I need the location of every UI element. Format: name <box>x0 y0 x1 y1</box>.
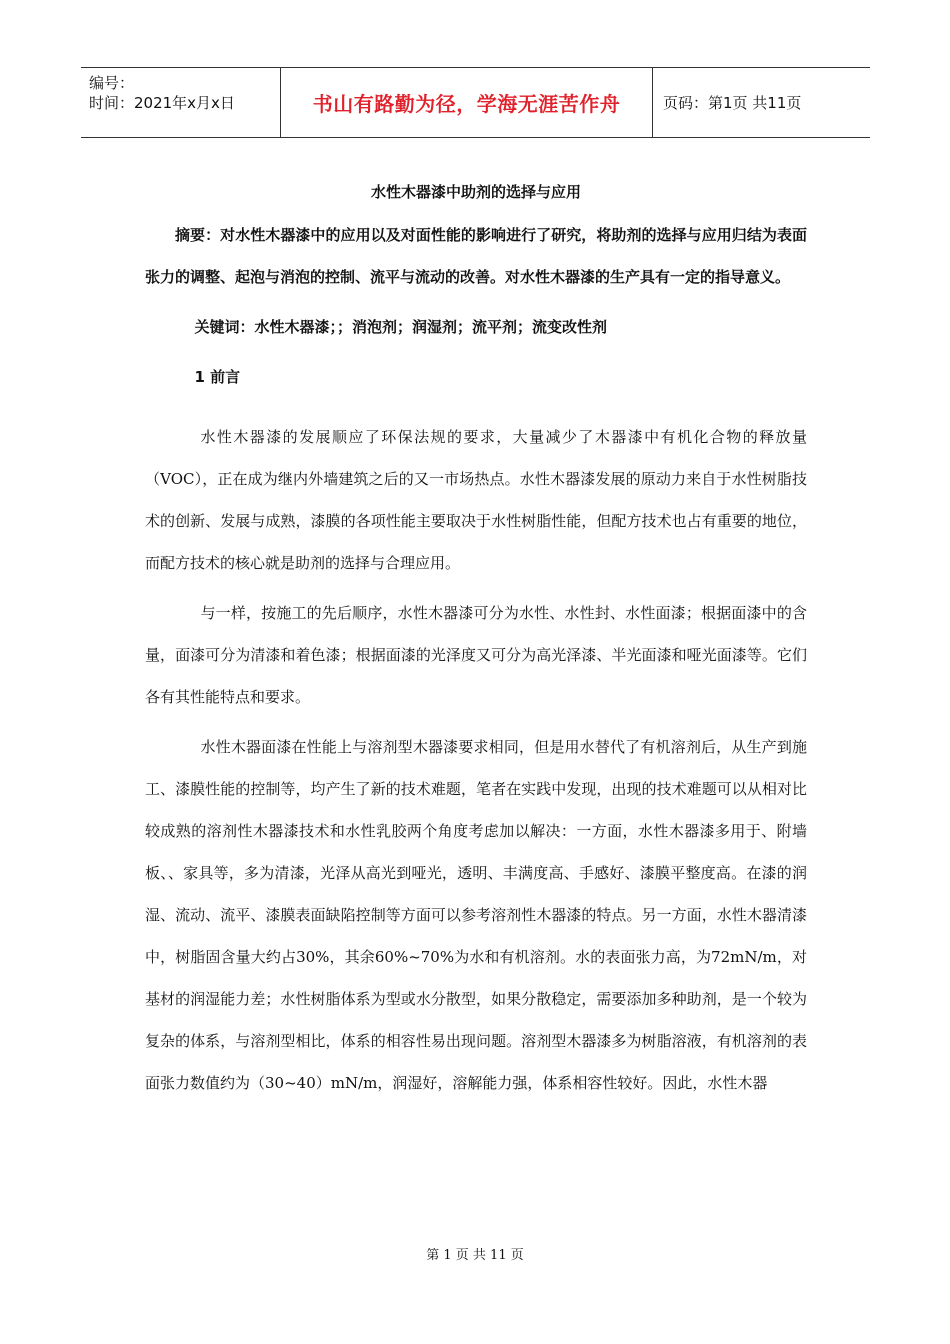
header-motto-cell <box>281 68 653 137</box>
document-header <box>81 67 870 138</box>
paragraph: 与一样，按施工的先后顺序，水性木器漆可分为水性、水性封、水性面漆；根据面漆中的含量，面漆可分为清漆和着色漆；根据面漆的光泽度又可分为高光泽漆、半光面漆和哑光面漆等。它们各有其性能特点和要求。 <box>145 604 807 706</box>
number-label: 编号： <box>89 74 135 92</box>
document-body <box>145 180 807 1104</box>
motto-text: 书山有路勤为径，学海无涯苦作舟 <box>312 92 621 116</box>
header-page-cell <box>653 68 870 137</box>
keywords: 关键词：水性木器漆；；消泡剂；润湿剂；流平剂；流变改性剂 <box>194 318 608 336</box>
section-heading: 1 前言 <box>194 368 241 386</box>
page-footer <box>0 1244 950 1263</box>
document-title: 水性木器漆中助剂的选择与应用 <box>370 183 581 201</box>
footer-page-number: 第 1 页 共 11 页 <box>426 1248 524 1263</box>
page-info: 页码：第1页 共11页 <box>663 94 802 112</box>
paragraph: 水性木器漆的发展顺应了环保法规的要求，大量减少了木器漆中有机化合物的释放量（VOC），正在成为继内外墙建筑之后的又一市场热点。水性木器漆发展的原动力来自于水性树脂技术的创新、发展与成熟，漆膜的各项性能主要取决于水性树脂性能，但配方技术也占有重要的地位，而配方技术的核心就是助剂的选择与合理应用。 <box>145 428 807 572</box>
abstract: 摘要：对水性木器漆中的应用以及对面性能的影响进行了研究，将助剂的选择与应用归结为表面张力的调整、起泡与消泡的控制、流平与流动的改善。对水性木器漆的生产具有一定的指导意义。 <box>145 226 807 286</box>
time-label: 时间：2021年x月x日 <box>89 94 235 112</box>
paragraph: 水性木器面漆在性能上与溶剂型木器漆要求相同，但是用水替代了有机溶剂后，从生产到施工、漆膜性能的控制等，均产生了新的技术难题，笔者在实践中发现，出现的技术难题可以从相对比较成熟的溶剂性木器漆技术和水性乳胶两个角度考虑加以解决：一方面，水性木器漆多用于、附墙板、、家具等，多为清漆，光泽从高光到哑光，透明、丰满度高、手感好、漆膜平整度高。在漆的润湿、流动、流平、漆膜表面缺陷控制等方面可以参考溶剂性木器漆的特点。另一方面，水性木器清漆中，树脂固含量大约占30%，其余60%~70%为水和有机溶剂。水的表面张力高，为72mN/m，对基材的润湿能力差；水性树脂体系为型或水分散型，如果分散稳定，需要添加多种助剂，是一个较为复杂的体系，与溶剂型相比，体系的相容性易出现问题。溶剂型木器漆多为树脂溶液，有机溶剂的表面张力数值约为（30~40）mN/m，润湿好，溶解能力强，体系相容性较好。因此，水性木器 <box>145 738 807 1092</box>
header-meta-cell <box>81 68 281 137</box>
